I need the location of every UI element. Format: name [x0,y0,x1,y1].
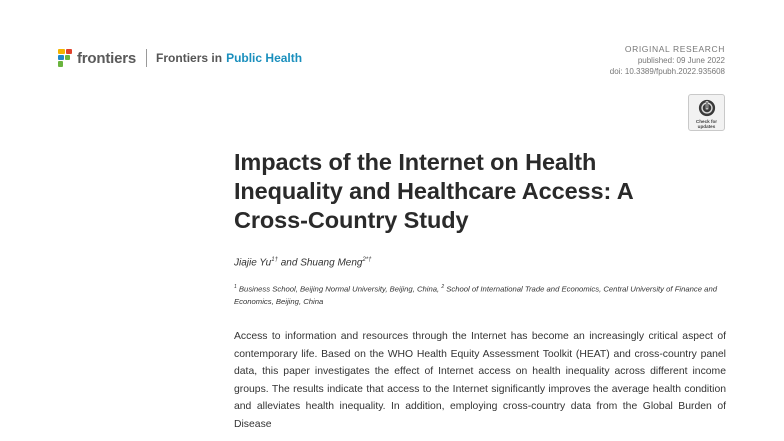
author-name[interactable]: Jiajie Yu [234,257,272,269]
doi-link[interactable]: doi: 10.3389/fpubh.2022.935608 [609,67,725,76]
title-line: Inequality and Healthcare Access: A [234,178,634,204]
affiliation-mark: 1 [234,284,237,290]
published-date: published: 09 June 2022 [637,56,725,65]
author-name[interactable]: Shuang Meng [300,257,363,269]
author-list [234,257,371,268]
affiliation-text: School of International Trade and Economics, Central University of Finance and Economics, Beijing, China [234,284,718,306]
title-line: Impacts of the Internet on Health [234,149,597,175]
check-for-updates-label: Check for updates [695,119,718,129]
affiliations [234,281,726,308]
header-divider [146,49,147,67]
title-line: Cross-Country Study [234,207,469,233]
author-mark: 2*† [362,257,372,263]
check-for-updates-button[interactable] [688,94,725,131]
authors-joiner: and [280,257,298,269]
frontiers-wordmark: frontiers [77,49,137,67]
article-title [234,148,734,235]
frontiers-logo-icon [57,48,73,68]
check-for-updates-icon [698,99,716,117]
article-type: ORIGINAL RESEARCH [624,44,725,54]
abstract-text: Access to information and resources through the Internet has become an increasingly critical aspect of contemporary life. Based on the WHO Health Equity Assessment Toolkit (HEAT) and cross-country panel data, this paper investigates the effect of Internet access on health inequality across different income groups. The results indicate that access to the Internet significantly improves the average health condition and alleviates health inequality. In addition, employing cross-country data from the Global Burden of Disease [234,331,726,430]
journal-prefix: Frontiers in [156,51,223,65]
journal-header [57,46,302,70]
article-meta [610,44,725,77]
affiliation-text: Business School, Beijing Normal University, Beijing, China, [238,284,440,294]
author-mark: 1† [271,257,278,263]
journal-name[interactable]: Public Health [226,51,303,65]
affiliation-mark: 2 [441,284,445,290]
